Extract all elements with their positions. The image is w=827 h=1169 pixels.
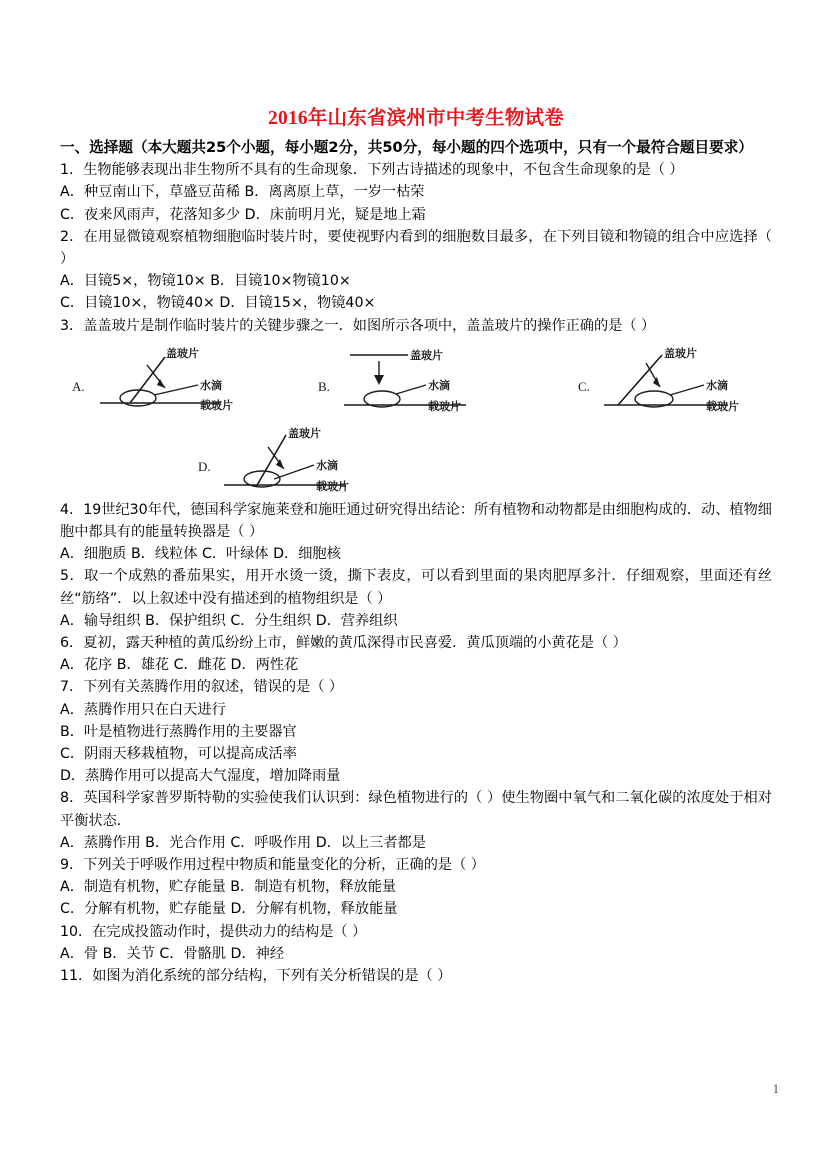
figure-option-b-letter: B.: [318, 378, 330, 394]
figure-option-d: [196, 423, 396, 497]
question-stem-8: 8．英国科学家普罗斯特勒的实验使我们认识到：绿色植物进行的（ ）使生物圈中氧气和二氧化碳的浓度处于相对平衡状态．: [60, 790, 772, 829]
question-option-7-3: C．阴雨天移栽植物，可以提高成活率: [60, 746, 297, 763]
question-option-9-1: A．制造有机物，贮存能量 B．制造有机物，释放能量: [60, 879, 397, 896]
page-title: 2016年山东省滨州市中考生物试卷: [268, 108, 564, 129]
figure-option-a: [70, 343, 270, 417]
question-option-1-1: A．种豆南山下，草盛豆苗稀 B．离离原上草，一岁一枯荣: [60, 184, 425, 201]
figure-option-c-coverslip-label: 盖玻片: [664, 346, 697, 360]
figure-option-b-waterdrop-label: 水滴: [428, 378, 450, 392]
question-3-figure-group: [60, 339, 772, 499]
question-option-4-1: A．细胞质 B．线粒体 C．叶绿体 D．细胞核: [60, 546, 341, 563]
figure-option-d-waterdrop-label: 水滴: [316, 458, 338, 472]
question-option-8-1: A．蒸腾作用 B．光合作用 C．呼吸作用 D．以上三者都是: [60, 834, 426, 851]
question-stem-10: 10．在完成投篮动作时，提供动力的结构是（ ）: [60, 923, 367, 940]
figure-option-c-waterdrop-label: 水滴: [706, 378, 728, 392]
figure-option-a-waterdrop-label: 水滴: [200, 378, 222, 392]
question-stem-1: 1．生物能够表现出非生物所不具有的生命现象．下列古诗描述的现象中，不包含生命现象的是（ ）: [60, 162, 684, 179]
figure-option-b: [316, 343, 516, 417]
question-stem-9: 9．下列关于呼吸作用过程中物质和能量变化的分析，正确的是（ ）: [60, 857, 485, 874]
question-stem-7: 7．下列有关蒸腾作用的叙述，错误的是（ ）: [60, 679, 344, 696]
question-stem-5: 5．取一个成熟的番茄果实，用开水烫一烫，撕下表皮，可以看到里面的果肉肥厚多汁．仔细观察，里面还有丝丝“筋络”．以上叙述中没有描述到的植物组织是（ ）: [60, 568, 772, 607]
question-option-7-2: B．叶是植物进行蒸腾作用的主要器官: [60, 723, 297, 740]
question-option-6-1: A．花序 B．雄花 C．雌花 D．两性花: [60, 657, 299, 674]
figure-option-b-slide-label: 载玻片: [428, 399, 461, 413]
figure-option-a-coverslip-label: 盖玻片: [166, 346, 199, 360]
question-stem-2: 2．在用显微镜观察植物细胞临时装片时，要使视野内看到的细胞数目最多，在下列目镜和物镜的组合中应选择（ ）: [60, 228, 772, 268]
question-option-9-2: C．分解有机物，贮存能量 D．分解有机物，释放能量: [60, 901, 398, 918]
figure-option-c-slide-label: 载玻片: [706, 399, 739, 413]
figure-option-a-slide-label: 载玻片: [200, 398, 233, 412]
question-stem-4: 4．19世纪30年代，德国科学家施莱登和施旺通过研究得出结论：所有植物和动物都是由细胞构成的．动、植物细胞中都具有的能量转换器是（ ）: [60, 501, 772, 541]
question-option-2-2: C．目镜10×，物镜40× D．目镜15×，物镜40×: [60, 295, 376, 312]
question-option-7-1: A．蒸腾作用只在白天进行: [60, 701, 226, 718]
figure-option-c-letter: C.: [578, 378, 590, 394]
figure-option-a-letter: A.: [72, 378, 85, 394]
question-option-2-1: A．目镜5×，物镜10× B．目镜10×物镜10×: [60, 273, 351, 290]
page-number: 1: [772, 1082, 779, 1096]
question-option-1-2: C．夜来风雨声，花落知多少 D．床前明月光，疑是地上霜: [60, 206, 426, 223]
figure-option-b-coverslip-label: 盖玻片: [410, 348, 443, 362]
figure-option-d-letter: D.: [198, 458, 211, 474]
question-stem-6: 6．夏初，露天种植的黄瓜纷纷上市，鲜嫩的黄瓜深得市民喜爱．黄瓜顶端的小黄花是（ ）: [60, 635, 627, 652]
figure-option-d-coverslip-label: 盖玻片: [288, 426, 321, 440]
page-content: [60, 105, 772, 987]
figure-option-c: [576, 343, 776, 417]
question-option-5-1: A．输导组织 B．保护组织 C．分生组织 D．营养组织: [60, 612, 398, 629]
question-option-7-4: D．蒸腾作用可以提高大气湿度，增加降雨量: [60, 768, 341, 785]
figure-option-d-slide-label: 载玻片: [316, 479, 349, 493]
question-option-10-1: A．骨 B．关节 C．骨骼肌 D．神经: [60, 945, 285, 962]
question-stem-11: 11．如图为消化系统的部分结构，下列有关分析错误的是（ ）: [60, 968, 452, 985]
section-heading: 一、选择题（本大题共25个小题，每小题2分，共50分，每小题的四个选项中，只有一个最符合题目要求）: [60, 139, 753, 156]
question-stem-3: 3．盖盖玻片是制作临时装片的关键步骤之一．如图所示各项中，盖盖玻片的操作正确的是（ ）: [60, 317, 656, 334]
